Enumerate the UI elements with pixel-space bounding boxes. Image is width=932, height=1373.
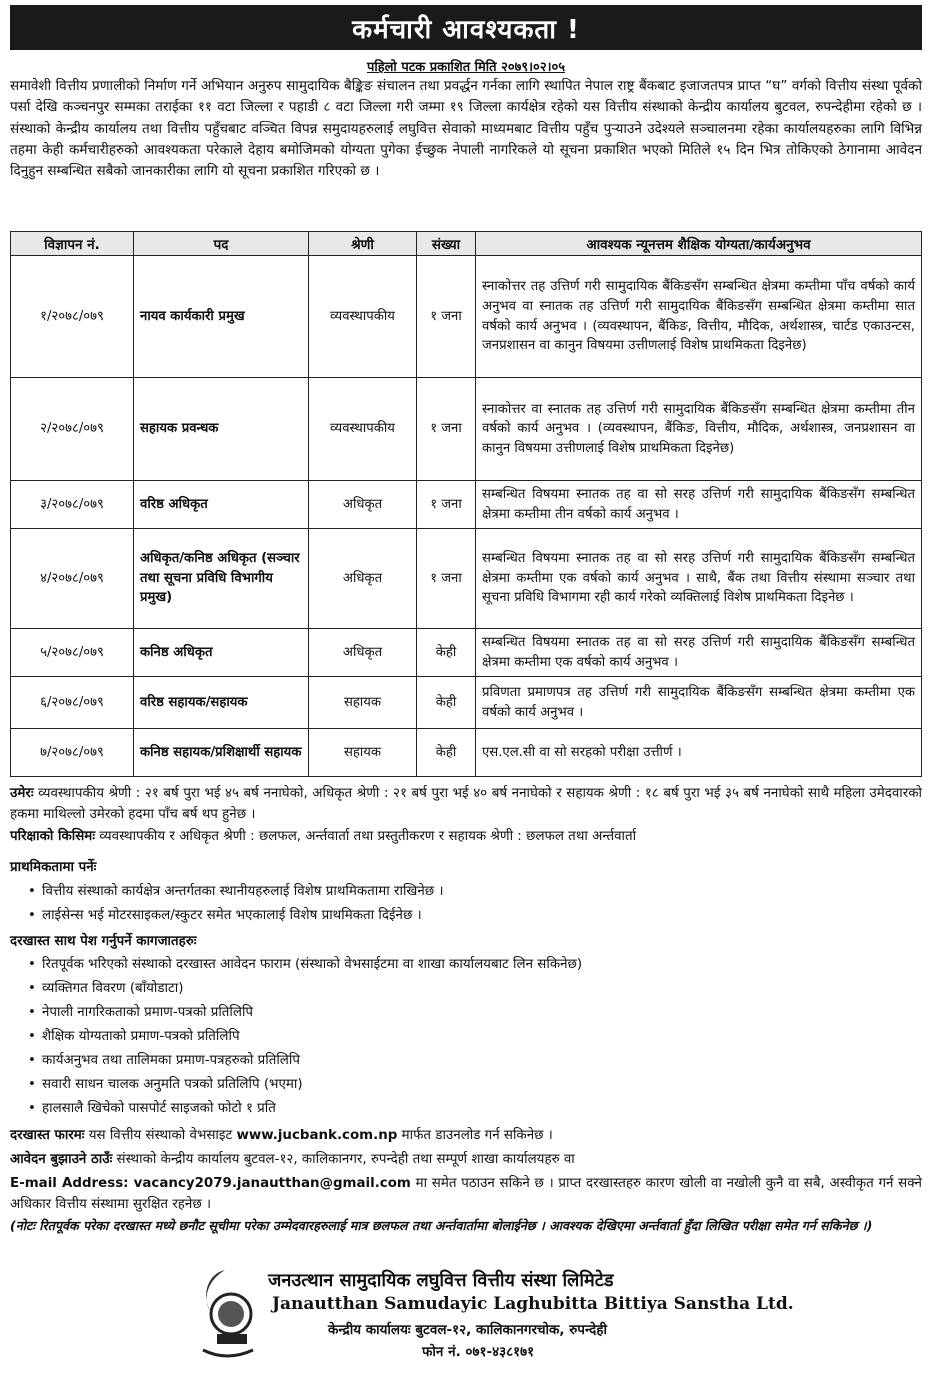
table-row (11, 629, 922, 677)
post-count: १ जना (417, 256, 476, 378)
organization-name-nepali: जनउत्थान सामुदायिक लघुवित्त वित्तीय संस्था लिमिटेड (268, 1270, 614, 1291)
ad-number: ४/२०७८/०७९ (11, 529, 134, 629)
post-level: व्यवस्थापकीय (309, 378, 417, 481)
list-item (28, 882, 444, 903)
post-level: सहायक (309, 729, 417, 777)
post-qualification: स्नाकोत्तर तह उत्तिर्ण गरी सामुदायिक बैंकिङसँग सम्बन्धित क्षेत्रमा कम्तीमा पाँच वर्षको कार्य अनुभव वा स्नातक तह उत्तिर्ण गरी सामुदायिक बैंकिङसँग सम्बन्धित क्षेत्रमा कम्तीमा सात वर्षको कार्य अनुभव । (व्यवस्थापन, बैंकिङ, वित्तीय, मौदिक, अर्थशास्त्र, चार्टड एकाउन्टस, जनप्रशासन वा कानुन विषयमा उत्तीणलाई विशेष प्राथमिकता दिइनेछ) (476, 256, 922, 378)
post-name: कनिष्ठ सहायक/प्रशिक्षार्थी सहायक (134, 729, 309, 777)
priority-heading (10, 858, 922, 879)
intro-paragraph: समावेशी वित्तीय प्रणालीको निर्माण गर्ने अभियान अनुरुप सामुदायिक बैङ्किङ संचालन तथा प्रवर्द्धन गर्नका लागि स्थापित नेपाल राष्ट्र बैंकबाट इजाजतपत्र प्राप्त “घ” वर्गको वित्तीय संस्था पूर्वको पर्सा देखि कञ्चनपुर सम्मका तराईका ११ वटा जिल्ला र पहाडी ८ वटा जिल्ला गरी जम्मा १९ जिल्ला कार्यक्षेत्र रहेको यस वित्तीय संस्थाको केन्द्रीय कार्यालय बुटवल, रुपन्देहीमा रहेको छ । संस्थाको केन्द्रीय कार्यालय तथा वित्तीय पहुँचबाट वञ्चित विपन्न समुदायहरुलाई लघुवित्त सेवाको माध्यमबाट वित्तीय पहुँच पुऱ्याउने उदेश्यले सञ्चालनमा रहेका कार्यालयहरुका लागि विभिन्न तहमा केही कर्मचारीहरुको आवश्यकता परेकाले देहाय बमोजिमको योग्यता पुगेका ईच्छुक नेपाली नागरिकले यो सूचना प्रकाशित भएको मितिले १५ दिन भित्र तोकिएको ठेगानामा आवेदन दिनुहुन सम्बन्धित सबैको जानकारीका लागि यो सूचना प्रकाशित गरिएको छ । (10, 78, 922, 180)
ad-number: ६/२०७८/०७९ (11, 677, 134, 729)
organization-logo (195, 1262, 259, 1362)
post-name: वरिष्ठ अधिकृत (134, 481, 309, 529)
age-text: व्यवस्थापकीय श्रेणी : २१ बर्ष पुरा भई ४५ बर्ष ननाघेको, अधिकृत श्रेणी : २१ बर्ष पुरा भई ४० बर्ष ननाघेको र सहायक श्रेणी : १८ बर्ष पुरा भई ३५ बर्ष ननाघेको साथै महिला उमेदवारको हकमा माथिल्लो उमेरको हदमा पाँच बर्ष थप हुनेछ । (10, 786, 922, 822)
website-link[interactable]: www.jucbank.com.np (236, 1128, 398, 1143)
table-row (11, 729, 922, 777)
bullet-icon: • (28, 1077, 36, 1092)
list-item (28, 1027, 240, 1048)
post-name: अधिकृत/कनिष्ठ अधिकृत (सञ्चार तथा सूचना प्रविधि विभागीय प्रमुख) (134, 529, 309, 629)
publication-date: पहिलो पटक प्रकाशित मिति २०७९।०२।०५ (366, 60, 566, 75)
list-item (28, 906, 422, 927)
exam-label: परिक्षाको किसिमः (10, 829, 96, 844)
organization-name-english: Janautthan Samudayic Laghubitta Bittiya Sanstha Ltd. (272, 1294, 794, 1314)
table-row (11, 677, 922, 729)
post-level: अधिकृत (309, 481, 417, 529)
list-item (28, 979, 183, 1000)
list-item (28, 1099, 276, 1120)
table-row (11, 529, 922, 629)
post-qualification: प्रविणता प्रमाणपत्र तह उत्तिर्ण गरी सामुदायिक बैंकिङसँग सम्बन्धित क्षेत्रमा कम्तीमा एक वर्षको कार्य अनुभव । (476, 677, 922, 729)
bullet-icon: • (28, 908, 36, 923)
table-row (11, 378, 922, 481)
post-qualification: सम्बन्धित विषयमा स्नातक तह वा सो सरह उत्तिर्ण गरी सामुदायिक बैंकिङसँग सम्बन्धित क्षेत्रमा कम्तीमा तीन वर्षको कार्य अनुभव । (476, 481, 922, 529)
post-count: १ जना (417, 529, 476, 629)
post-name: सहायक प्रवन्धक (134, 378, 309, 481)
bullet-icon: • (28, 1029, 36, 1044)
email-text: मा समेत पठाउन सकिने छ । प्राप्त दरखास्तहरु कारण खोली वा नखोली कुनै वा सबै, अस्वीकृत गर्न सक्ने अधिकार वित्तीय संस्थामा सुरक्षित रहनेछ । (10, 1176, 922, 1212)
table-row (11, 481, 922, 529)
ad-number: २/२०७८/०७९ (11, 378, 134, 481)
post-name: वरिष्ठ सहायक/सहायक (134, 677, 309, 729)
bullet-icon: • (28, 1101, 36, 1116)
post-qualification: एस.एल.सी वा सो सरहको परीक्षा उत्तीर्ण । (476, 729, 922, 777)
list-item-text: वित्तीय संस्थाको कार्यक्षेत्र अन्तर्गतका स्थानीयहरुलाई विशेष प्राथमिकतामा राखिनेछ । (42, 884, 444, 899)
post-name: कनिष्ठ अधिकृत (134, 629, 309, 677)
post-qualification: स्नाकोत्तर वा स्नातक तह उत्तिर्ण गरी सामुदायिक बैंकिङसँग सम्बन्धित क्षेत्रमा कम्तीमा तीन वर्षको कार्य अनुभव । (व्यवस्थापन, बैंकिङ, वित्तीय, मौदिक, अर्थशास्त्र, जनप्रशासन वा कानुन विषयमा उत्तीणलाई विशेष प्राथमिकता दिइनेछ) (476, 378, 922, 481)
note-text: (नोटः रितपूर्वक परेका दरखास्त मध्ये छनौट सूचीमा परेका उम्मेदवारहरुलाई मात्र छलफल तथा अर्न्तवार्तामा बोलाईनेछ । आवश्यक देखिएमा अर्न्तवार्ता हुँदा लिखित परीक्षा समेत गर्न सकिनेछ ।) (10, 1218, 873, 1233)
header-level: श्रेणी (309, 232, 417, 256)
post-count: १ जना (417, 378, 476, 481)
post-level: व्यवस्थापकीय (309, 256, 417, 378)
email-link[interactable]: vacancy2079.janautthan@gmail.com (128, 1176, 411, 1191)
list-item (28, 1075, 303, 1096)
priority-label: प्राथमिकतामा पर्नेः (10, 860, 97, 875)
organization-address: केन्द्रीय कार्यालयः बुटवल-१२, कालिकानगरचोक, रुपन्देही (328, 1322, 607, 1338)
ad-number: ३/२०७८/०७९ (11, 481, 134, 529)
form-section (10, 1126, 922, 1147)
header-ad-number: विज्ञापन नं. (11, 232, 134, 256)
table-row (11, 256, 922, 378)
post-qualification: सम्बन्धित विषयमा स्नातक तह वा सो सरह उत्तिर्ण गरी सामुदायिक बैंकिङसँग सम्बन्धित क्षेत्रमा कम्तीमा एक वर्षको कार्य अनुभव । (476, 629, 922, 677)
post-name: नायव कार्यकारी प्रमुख (134, 256, 309, 378)
post-level: सहायक (309, 677, 417, 729)
email-section (10, 1174, 922, 1215)
exam-section (10, 827, 922, 848)
header-count: संख्या (417, 232, 476, 256)
age-label: उमेरः (10, 786, 34, 801)
notice-title: कर्मचारी आवश्यकता ! (10, 5, 922, 50)
post-level: अधिकृत (309, 529, 417, 629)
ad-number: ७/२०७८/०७९ (11, 729, 134, 777)
post-qualification: सम्बन्धित विषयमा स्नातक तह वा सो सरह उत्तिर्ण गरी सामुदायिक बैंकिङसँग सम्बन्धित क्षेत्रमा कम्तीमा एक वर्षको कार्य अनुभव । साथै, बैंक तथा वित्तीय संस्थामा सञ्चार तथा सूचना प्रविधि विभागमा रही कार्य गरेको व्यक्तिलाई विशेष प्राथमिकता दिइनेछ । (476, 529, 922, 629)
bullet-icon: • (28, 884, 36, 899)
ad-number: १/२०७८/०७९ (11, 256, 134, 378)
post-count: केही (417, 729, 476, 777)
exam-text: व्यवस्थापकीय र अधिकृत श्रेणी : छलफल, अर्न्तवार्ता तथा प्रस्तुतीकरण र सहायक श्रेणी : छलफल तथा अर्न्तवार्ता (95, 829, 637, 844)
vacancy-notice (10, 0, 922, 1373)
email-label: E-mail Address: (10, 1176, 129, 1191)
list-item-text: सवारी साधन चालक अनुमति पत्रको प्रतिलिपि (भएमा) (42, 1077, 303, 1092)
header-qualification: आवश्यक न्यूनत्तम शैक्षिक योग्यता/कार्यअनुभव (476, 232, 922, 256)
organization-phone: फोन नं. ०७१-४३८१७१ (422, 1344, 535, 1360)
bullet-icon: • (28, 981, 36, 996)
form-label: दरखास्त फारमः (10, 1128, 85, 1143)
age-section (10, 784, 922, 825)
post-count: १ जना (417, 481, 476, 529)
post-count: केही (417, 629, 476, 677)
vacancy-table (10, 231, 922, 777)
post-level: अधिकृत (309, 629, 417, 677)
submit-text: संस्थाको केन्द्रीय कार्यालय बुटवल-१२, कालिकानगर, रुपन्देही तथा सम्पूर्ण शाखा कार्यालयहरु वा (112, 1152, 575, 1167)
bullet-icon: • (28, 957, 36, 972)
list-item-text: नेपाली नागरिकताको प्रमाण-पत्रको प्रतिलिपि (42, 1005, 254, 1020)
post-count: केही (417, 677, 476, 729)
bullet-icon: • (28, 1005, 36, 1020)
ad-number: ५/२०७८/०७९ (11, 629, 134, 677)
list-item-text: व्यक्तिगत विवरण (बाँयोडाटा) (42, 981, 184, 996)
list-item (28, 1003, 253, 1024)
list-item-text: कार्यअनुभव तथा तालिमका प्रमाण-पत्रहरुको प्रतिलिपि (42, 1053, 300, 1068)
list-item (28, 955, 582, 976)
list-item-text: लाईसेन्स भई मोटरसाइकल/स्कुटर समेत भएकालाई विशेष प्राथमिकता दिईनेछ । (42, 908, 422, 923)
list-item-text: रितपूर्वक भरिएको संस्थाको दरखास्त आवेदन फाराम (संस्थाको वेभसाईटमा वा शाखा कार्यालयबाट लिन सकिनेछ) (42, 957, 583, 972)
submit-section (10, 1150, 922, 1171)
bullet-icon: • (28, 1053, 36, 1068)
table-header-row (11, 232, 922, 256)
list-item-text: शैक्षिक योग्यताको प्रमाण-पत्रको प्रतिलिपि (42, 1029, 240, 1044)
list-item (28, 1051, 300, 1072)
list-item-text: हालसालै खिचेको पासपोर्ट साइजको फोटो १ प्रति (42, 1101, 276, 1116)
documents-label: दरखास्त साथ पेश गर्नुपर्ने कागजातहरुः (10, 934, 197, 949)
form-text: यस वित्तीय संस्थाको वेभसाइट (84, 1128, 237, 1143)
header-post: पद (134, 232, 309, 256)
form-text-end: मार्फत डाउनलोड गर्न सकिनेछ । (397, 1128, 553, 1143)
submit-label: आवेदन बुझाउने ठाउँः (10, 1152, 113, 1167)
documents-heading (10, 932, 922, 953)
